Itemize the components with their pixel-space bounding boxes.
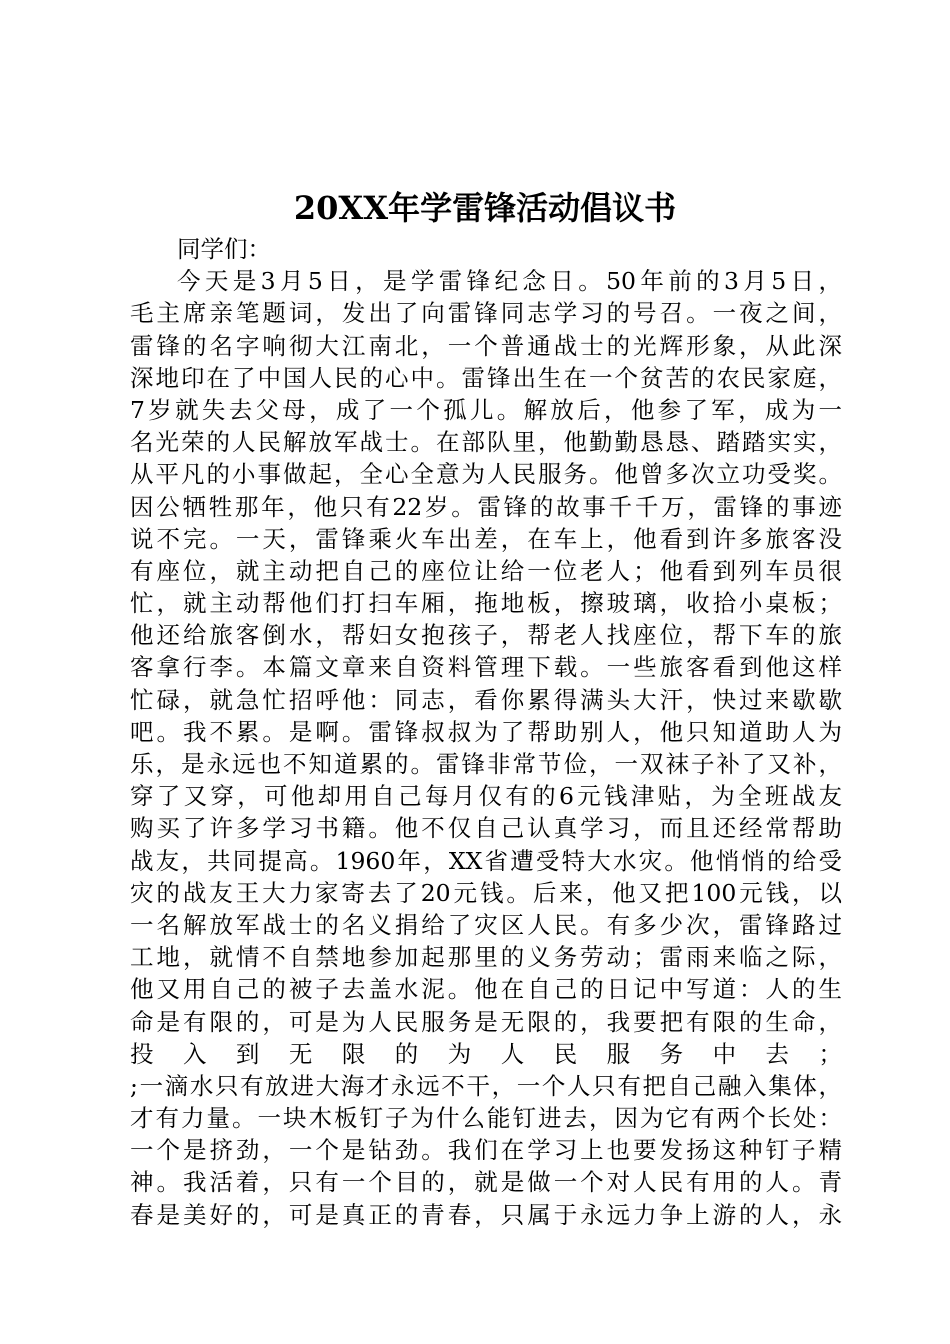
text-line: 吧。我不累。是啊。雷锋叔叔为了帮助别人，他只知道助人为 xyxy=(130,717,842,746)
text-line: 忙碌，就急忙招呼他：同志，看你累得满头大汗，快过来歇歇 xyxy=(130,685,842,714)
text-line: 因公牺牲那年，他只有22岁。雷锋的故事千千万，雷锋的事迹 xyxy=(130,492,842,521)
text-line: 他又用自己的被子去盖水泥。他在自己的日记中写道：人的生 xyxy=(130,975,842,1004)
text-line: 他还给旅客倒水，帮妇女抱孩子，帮老人找座位，帮下车的旅 xyxy=(130,621,842,650)
text-line: 灾的战友王大力家寄去了20元钱。后来，他又把100元钱，以 xyxy=(130,878,842,907)
text-line: 从平凡的小事做起，全心全意为人民服务。他曾多次立功受奖。 xyxy=(130,460,842,489)
text-line: 战友，共同提高。1960年，XX省遭受特大水灾。他悄悄的给受 xyxy=(130,846,842,875)
text-line: 命是有限的，可是为人民服务是无限的，我要把有限的生命， xyxy=(130,1007,842,1036)
text-line: 一个是挤劲，一个是钻劲。我们在学习上也要发扬这种钉子精 xyxy=(130,1136,842,1165)
text-line: 雷锋的名字响彻大江南北，一个普通战士的光辉形象，从此深 xyxy=(130,331,842,360)
text-line: 穿了又穿，可他却用自己每月仅有的6元钱津贴，为全班战友 xyxy=(130,782,842,811)
text-line: ;一滴水只有放进大海才永远不干，一个人只有把自己融入集体， xyxy=(130,1071,842,1100)
text-line: 忙，就主动帮他们打扫车厢，拖地板，擦玻璃，收拾小桌板； xyxy=(130,589,842,618)
text-line: 春是美好的，可是真正的青春，只属于永远力争上游的人，永 xyxy=(130,1200,842,1229)
text-line: 才有力量。一块木板钉子为什么能钉进去，因为它有两个长处： xyxy=(130,1104,842,1133)
text-line: 神。我活着，只有一个目的，就是做一个对人民有用的人。青 xyxy=(130,1168,842,1197)
text-line: 深地印在了中国人民的心中。雷锋出生在一个贫苦的农民家庭， xyxy=(130,363,842,392)
text-line: 毛主席亲笔题词，发出了向雷锋同志学习的号召。一夜之间， xyxy=(130,299,842,328)
text-line: 购买了许多学习书籍。他不仅自己认真学习，而且还经常帮助 xyxy=(130,814,842,843)
text-line: 今天是3月5日，是学雷锋纪念日。50年前的3月5日， xyxy=(177,267,842,296)
document-title: 20XX年学雷锋活动倡议书 xyxy=(293,189,677,227)
text-line: 一名解放军战士的名义捐给了灾区人民。有多少次，雷锋路过 xyxy=(130,910,842,939)
text-line: 工地，就情不自禁地参加起那里的义务劳动；雷雨来临之际， xyxy=(130,943,842,972)
document-body xyxy=(130,233,842,1231)
text-line: 投入到无限的为人民服务中去； xyxy=(130,1039,842,1068)
salutation: 同学们： xyxy=(177,235,271,263)
text-line: 说不完。一天，雷锋乘火车出差，在车上，他看到许多旅客没 xyxy=(130,524,842,553)
text-line: 名光荣的人民解放军战士。在部队里，他勤勤恳恳、踏踏实实， xyxy=(130,428,842,457)
text-line: 乐，是永远也不知道累的。雷锋非常节俭，一双袜子补了又补， xyxy=(130,750,842,778)
text-line: 7岁就失去父母，成了一个孤儿。解放后，他参了军，成为一 xyxy=(130,395,842,424)
text-line: 客拿行李。本篇文章来自资料管理下载。一些旅客看到他这样 xyxy=(130,653,842,682)
text-line: 有座位，就主动把自己的座位让给一位老人；他看到列车员很 xyxy=(130,556,842,585)
